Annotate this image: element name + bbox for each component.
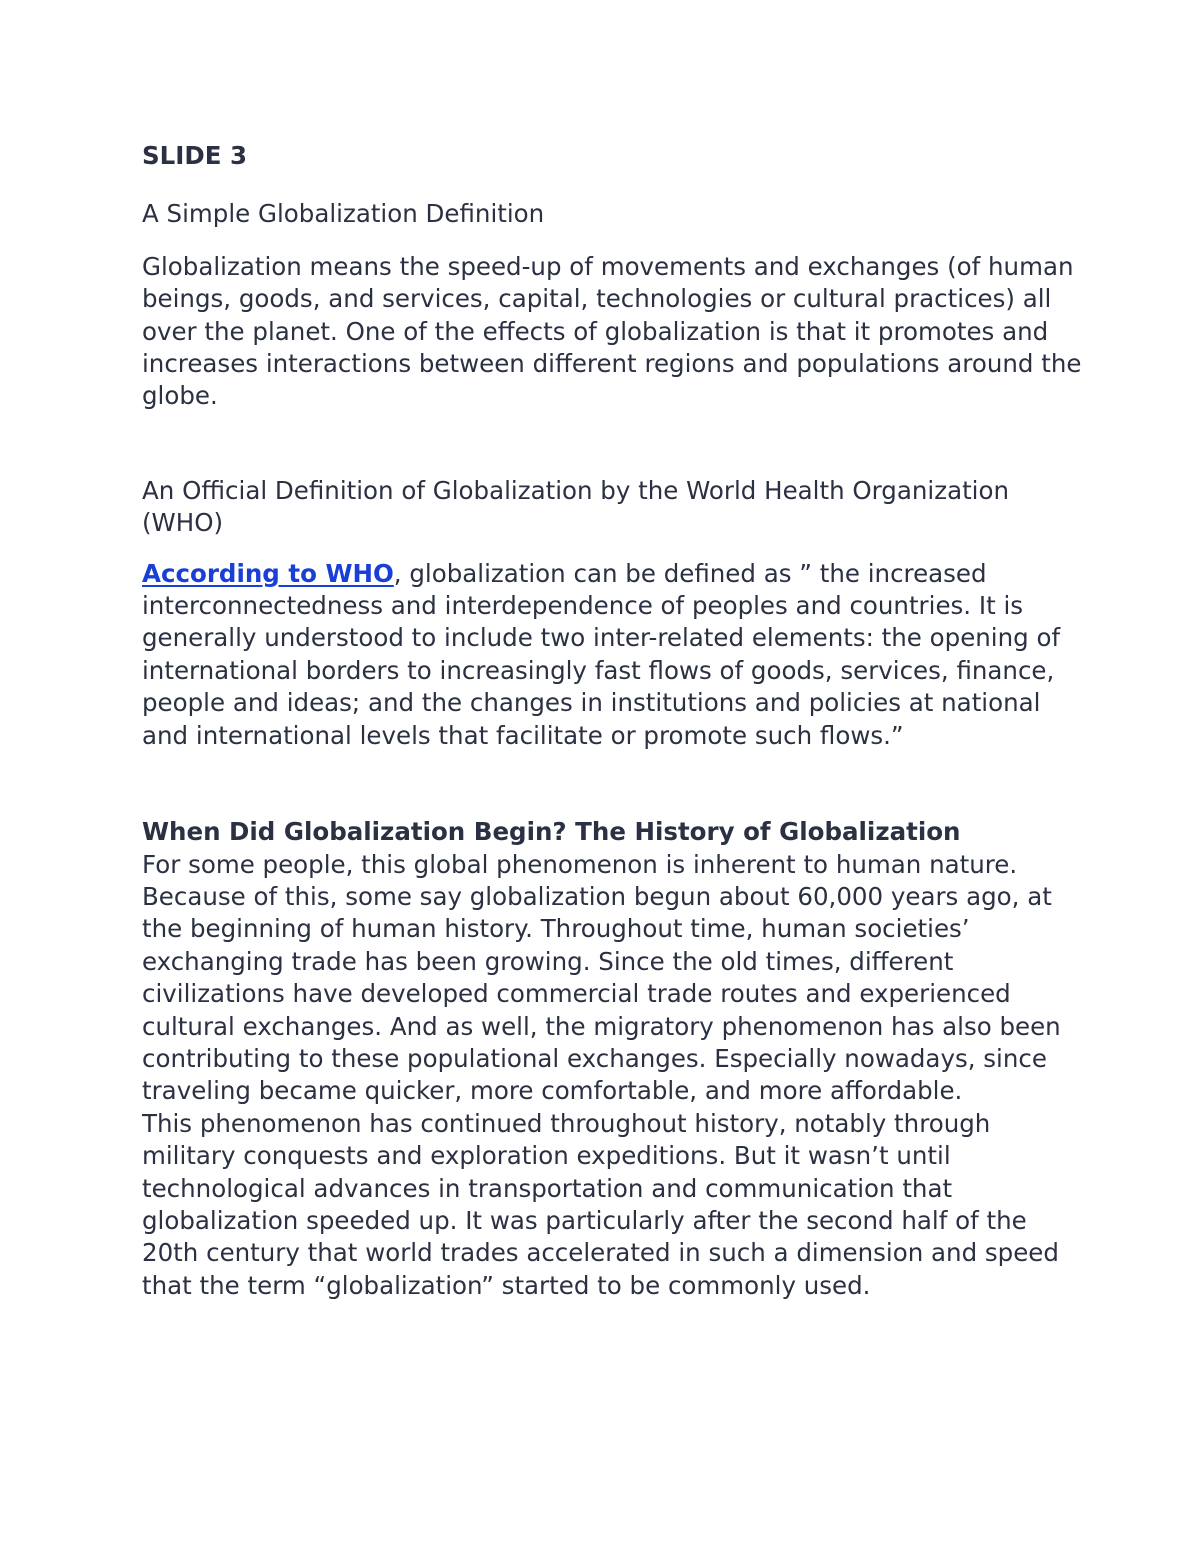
official-definition-heading: An Official Definition of Globalization by the World Health Organization (WHO) (142, 475, 1010, 538)
simple-definition-paragraph: Globalization means the speed-up of movements and exchanges (of human beings, goods, and services, capital, technologies or cultural practices) all over the planet. One of the effects of globalization is that it promotes and increases interactions between different regions and populations around the globe. (142, 251, 1082, 411)
spacer (142, 413, 1082, 475)
simple-definition-heading: A Simple Globalization Definition (142, 199, 545, 229)
who-definition-text: , globalization can be defined as ” the increased interconnectedness and interdependence of peoples and countries. It is generally understood to include two inter-related elements: the opening of international borders to increasingly fast flows of goods, services, finance, people and ideas; and the changes in institutions and policies at national and international levels that facilitate or promote such flows.” (142, 558, 1061, 750)
slide-label: SLIDE 3 (142, 141, 248, 170)
spacer (142, 752, 1082, 816)
according-to-who-link[interactable]: According to WHO (142, 558, 394, 588)
document-page (142, 140, 1082, 1302)
who-definition-paragraph (142, 558, 1082, 752)
history-paragraph-1: For some people, this global phenomenon is inherent to human nature. Because of this, some say globalization begun about 60,000 years ago, at the beginning of human history. Throughout time, human societies’ exchanging trade has been growing. Since the old times, different civilizations have developed commercial trade routes and experienced cultural exchanges. And as well, the migratory phenomenon has also been contributing to these populational exchanges. Especially nowadays, since traveling became quicker, more comfortable, and more affordable. (142, 849, 1061, 1106)
history-heading: When Did Globalization Begin? The History of Globalization (142, 817, 961, 847)
history-paragraph-2: This phenomenon has continued throughout history, notably through military conquests and exploration expeditions. But it wasn’t until technological advances in transportation and communication that globalization speeded up. It was particularly after the second half of the 20th century that world trades accelerated in such a dimension and speed that the term “globalization” started to be commonly used. (142, 1108, 1059, 1300)
